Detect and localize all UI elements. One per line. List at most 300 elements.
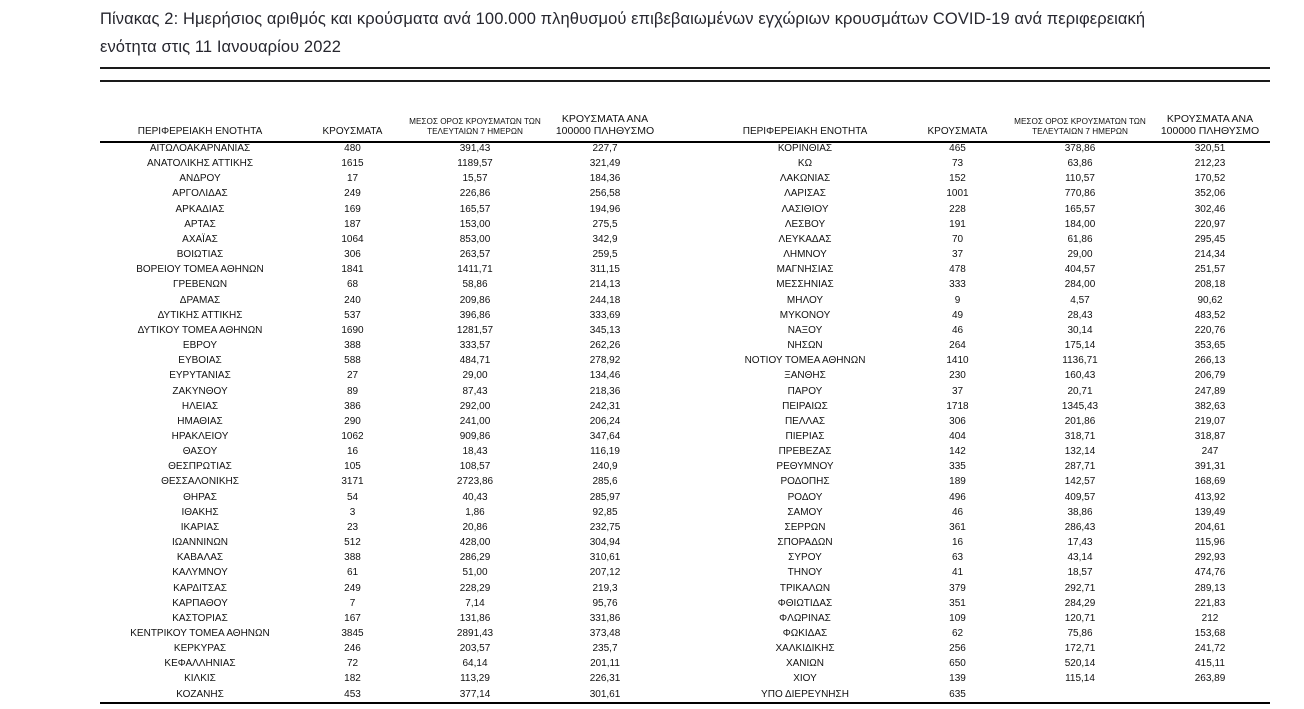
cell-cases: 89 bbox=[346, 385, 359, 397]
cell-cases: 61 bbox=[346, 567, 359, 579]
cell-per100k: 227,7 bbox=[592, 143, 618, 154]
cell-avg7days: 108,57 bbox=[459, 461, 491, 473]
cell-cases: 9 bbox=[954, 294, 961, 306]
cell-avg7days: 396,86 bbox=[459, 309, 491, 321]
cell-per100k: 244,18 bbox=[589, 294, 621, 306]
column-header: ΜΕΣΟΣ ΟΡΟΣ ΚΡΟΥΣΜΑΤΩΝ ΤΩΝ ΤΕΛΕΥΤΑΙΩΝ 7 ΗΜΕΡΩΝ bbox=[1014, 117, 1146, 136]
table-row bbox=[100, 293, 665, 308]
cell-per100k: 212,23 bbox=[1194, 158, 1226, 170]
cell-per100k: 353,65 bbox=[1194, 340, 1226, 352]
cell-per100k: 139,49 bbox=[1194, 506, 1226, 518]
table-row bbox=[705, 490, 1270, 505]
cell-region: ΦΩΚΙΔΑΣ bbox=[782, 628, 828, 639]
cell-avg7days: 287,71 bbox=[1064, 461, 1096, 473]
cell-per100k: 311,15 bbox=[590, 264, 620, 276]
cell-per100k: 345,13 bbox=[589, 324, 621, 336]
cell-avg7days: 520,14 bbox=[1064, 658, 1096, 670]
cell-avg7days: 409,57 bbox=[1064, 491, 1096, 503]
cell-per100k: 382,63 bbox=[1194, 400, 1226, 412]
divider-line-thick bbox=[100, 80, 1270, 83]
table-row bbox=[705, 186, 1270, 201]
cell-region: ΣΥΡΟΥ bbox=[788, 552, 822, 564]
cell-avg7days: 115,14 bbox=[1065, 673, 1095, 685]
cell-region: ΣΑΜΟΥ bbox=[787, 506, 823, 518]
table-row bbox=[100, 384, 665, 399]
cell-per100k: 331,86 bbox=[589, 612, 621, 624]
cell-avg7days: 228,29 bbox=[459, 582, 491, 594]
cell-per100k: 302,46 bbox=[1194, 203, 1226, 215]
cell-per100k: 342,9 bbox=[592, 233, 618, 245]
cell-per100k: 292,93 bbox=[1194, 552, 1226, 564]
cell-per100k: 247,89 bbox=[1194, 385, 1226, 397]
cell-avg7days: 1345,43 bbox=[1061, 400, 1099, 412]
cell-per100k: 214,13 bbox=[589, 279, 621, 291]
table-row bbox=[100, 474, 665, 489]
cell-region: ΚΕΦΑΛΛΗΝΙΑΣ bbox=[164, 658, 236, 670]
cell-avg7days: 391,43 bbox=[459, 143, 491, 154]
cell-cases: 240 bbox=[344, 294, 361, 306]
cell-region: ΝΟΤΙΟΥ ΤΟΜΕΑ ΑΘΗΝΩΝ bbox=[744, 355, 866, 367]
cell-cases: 333 bbox=[949, 279, 966, 291]
cell-avg7days: 241,00 bbox=[459, 415, 491, 427]
table-row bbox=[705, 414, 1270, 429]
table-row bbox=[100, 687, 665, 702]
cell-cases: 167 bbox=[344, 612, 361, 624]
cell-region: ΚΩ bbox=[797, 158, 813, 170]
cell-per100k: 115,96 bbox=[1195, 537, 1225, 549]
cell-per100k: 318,87 bbox=[1194, 430, 1226, 442]
cell-cases: 191 bbox=[949, 218, 966, 230]
cell-avg7days: 4,57 bbox=[1070, 294, 1090, 306]
cell-avg7days: 110,57 bbox=[1065, 173, 1095, 185]
cell-per100k: 153,68 bbox=[1194, 628, 1226, 639]
cell-avg7days: 909,86 bbox=[459, 430, 491, 442]
table-row bbox=[100, 490, 665, 505]
table-row bbox=[100, 141, 665, 156]
cell-cases: 361 bbox=[949, 521, 966, 533]
cell-region: ΜΑΓΝΗΣΙΑΣ bbox=[776, 264, 834, 276]
cell-cases: 23 bbox=[346, 521, 359, 533]
cell-per100k: 219,07 bbox=[1194, 415, 1226, 427]
cell-avg7days: 263,57 bbox=[459, 249, 491, 261]
cell-avg7days: 226,86 bbox=[459, 188, 491, 200]
regional-table-left bbox=[100, 103, 665, 702]
table-row bbox=[705, 459, 1270, 474]
cell-region: ΚΟΡΙΝΘΙΑΣ bbox=[777, 143, 833, 154]
cell-per100k: 240,9 bbox=[592, 461, 618, 473]
cell-per100k: 266,13 bbox=[1194, 355, 1226, 367]
cell-avg7days: 30,14 bbox=[1067, 324, 1093, 336]
cell-per100k: 95,76 bbox=[592, 597, 618, 609]
cell-avg7days: 284,29 bbox=[1064, 597, 1096, 609]
cell-avg7days: 131,86 bbox=[459, 612, 491, 624]
cell-cases: 228 bbox=[949, 203, 966, 215]
table-row bbox=[705, 217, 1270, 232]
cell-cases: 588 bbox=[344, 355, 361, 367]
cell-region: ΕΒΡΟΥ bbox=[182, 340, 218, 352]
cell-avg7days: 286,29 bbox=[459, 552, 491, 564]
cell-cases: 453 bbox=[344, 688, 361, 700]
cell-region: ΗΜΑΘΙΑΣ bbox=[177, 415, 223, 427]
cell-region: ΤΗΝΟΥ bbox=[787, 567, 823, 579]
table-row bbox=[705, 141, 1270, 156]
cell-region: ΔΥΤΙΚΗΣ ΑΤΤΙΚΗΣ bbox=[157, 309, 243, 321]
cell-per100k: 413,92 bbox=[1194, 491, 1226, 503]
cell-cases: 249 bbox=[344, 582, 361, 594]
cell-cases: 105 bbox=[344, 461, 361, 473]
cell-region: ΑΧΑΪΑΣ bbox=[182, 233, 218, 245]
cell-cases: 37 bbox=[951, 385, 964, 397]
cell-per100k: 285,6 bbox=[592, 476, 618, 488]
cell-per100k: 251,57 bbox=[1194, 264, 1226, 276]
column-header: ΚΡΟΥΣΜΑΤΑ bbox=[322, 126, 383, 137]
cell-avg7days: 333,57 bbox=[459, 340, 491, 352]
cell-region: ΠΕΙΡΑΙΩΣ bbox=[782, 400, 828, 412]
cell-region: ΚΕΡΚΥΡΑΣ bbox=[173, 643, 227, 655]
cell-region: ΚΕΝΤΡΙΚΟΥ ΤΟΜΕΑ ΑΘΗΝΩΝ bbox=[130, 628, 270, 639]
table-row bbox=[100, 550, 665, 565]
column-header: ΚΡΟΥΣΜΑΤΑ ΑΝΑ 100000 ΠΛΗΘΥΣΜΟ bbox=[1160, 113, 1260, 137]
cell-per100k: 204,61 bbox=[1194, 521, 1226, 533]
cell-per100k: 221,83 bbox=[1194, 597, 1226, 609]
cell-cases: 1064 bbox=[341, 233, 364, 245]
cell-region: ΡΕΘΥΜΝΟΥ bbox=[776, 461, 834, 473]
cell-per100k: 333,69 bbox=[589, 309, 621, 321]
cell-per100k: 226,31 bbox=[589, 673, 621, 685]
cell-per100k: 304,94 bbox=[589, 537, 621, 549]
cell-region: ΕΥΡΥΤΑΝΙΑΣ bbox=[169, 370, 231, 382]
cell-region: ΚΙΛΚΙΣ bbox=[184, 673, 216, 685]
cell-region: ΠΑΡΟΥ bbox=[787, 385, 823, 397]
table-row bbox=[705, 520, 1270, 535]
table-body bbox=[100, 141, 665, 702]
table-row bbox=[705, 641, 1270, 656]
cell-avg7days: 292,00 bbox=[459, 400, 491, 412]
table-row bbox=[100, 656, 665, 671]
cell-avg7days: 770,86 bbox=[1064, 188, 1096, 200]
cell-region: ΙΩΑΝΝΙΝΩΝ bbox=[171, 537, 229, 549]
cell-region: ΘΕΣΠΡΩΤΙΑΣ bbox=[168, 461, 232, 473]
cell-region: ΚΑΛΥΜΝΟΥ bbox=[172, 567, 228, 579]
cell-per100k: 206,79 bbox=[1194, 370, 1226, 382]
cell-avg7days: 1411,71 bbox=[457, 264, 493, 276]
cell-region: ΛΑΡΙΣΑΣ bbox=[784, 188, 826, 200]
cell-cases: 1615 bbox=[341, 158, 364, 170]
column-header: ΜΕΣΟΣ ΟΡΟΣ ΚΡΟΥΣΜΑΤΩΝ ΤΩΝ ΤΕΛΕΥΤΑΙΩΝ 7 ΗΜΕΡΩΝ bbox=[409, 117, 541, 136]
cell-per100k: 275,5 bbox=[592, 218, 618, 230]
cell-cases: 17 bbox=[346, 173, 359, 185]
table-body bbox=[705, 141, 1270, 702]
table-row bbox=[705, 323, 1270, 338]
table-row bbox=[705, 550, 1270, 565]
cell-avg7days: 7,14 bbox=[465, 597, 485, 609]
cell-cases: 16 bbox=[346, 446, 359, 458]
table-row bbox=[100, 505, 665, 520]
table-row bbox=[705, 565, 1270, 580]
cell-cases: 3171 bbox=[341, 476, 364, 488]
cell-per100k: 278,92 bbox=[589, 355, 621, 367]
cell-region: ΗΡΑΚΛΕΙΟΥ bbox=[171, 430, 229, 442]
cell-region: ΖΑΚΥΝΘΟΥ bbox=[172, 385, 228, 397]
cell-region: ΤΡΙΚΑΛΩΝ bbox=[779, 582, 831, 594]
table-row bbox=[705, 353, 1270, 368]
cell-avg7days: 165,57 bbox=[1064, 203, 1096, 215]
cell-avg7days: 165,57 bbox=[459, 203, 491, 215]
table-row bbox=[100, 520, 665, 535]
cell-avg7days: 17,43 bbox=[1067, 537, 1093, 549]
table-header bbox=[100, 103, 665, 141]
table-row bbox=[705, 171, 1270, 186]
cell-avg7days: 40,43 bbox=[462, 491, 488, 503]
cell-cases: 187 bbox=[344, 218, 361, 230]
cell-per100k: 320,51 bbox=[1194, 143, 1226, 154]
cell-per100k: 170,52 bbox=[1194, 173, 1226, 185]
cell-cases: 37 bbox=[951, 249, 964, 261]
table-row bbox=[100, 429, 665, 444]
cell-cases: 249 bbox=[344, 188, 361, 200]
header-row bbox=[100, 103, 665, 141]
cell-avg7days: 20,86 bbox=[462, 521, 488, 533]
cell-per100k: 415,11 bbox=[1195, 658, 1225, 670]
cell-cases: 480 bbox=[344, 143, 361, 154]
table-row bbox=[100, 581, 665, 596]
table-bottom-line bbox=[100, 702, 1270, 705]
table-row bbox=[705, 308, 1270, 323]
table-row bbox=[705, 474, 1270, 489]
cell-avg7days: 377,14 bbox=[459, 688, 491, 700]
cell-region: ΚΟΖΑΝΗΣ bbox=[176, 688, 224, 700]
table-row bbox=[705, 368, 1270, 383]
cell-cases: 139 bbox=[949, 673, 966, 685]
cell-cases: 3845 bbox=[341, 628, 364, 639]
cell-per100k: 263,89 bbox=[1194, 673, 1226, 685]
cell-region: ΑΝΔΡΟΥ bbox=[179, 173, 221, 185]
cell-region: ΚΑΡΔΙΤΣΑΣ bbox=[173, 582, 227, 594]
cell-cases: 68 bbox=[346, 279, 359, 291]
column-header: ΚΡΟΥΣΜΑΤΑ ΑΝΑ 100000 ΠΛΗΘΥΣΜΟ bbox=[555, 113, 655, 137]
cell-cases: 1718 bbox=[946, 400, 969, 412]
cell-per100k: 201,11 bbox=[590, 658, 620, 670]
header-underline bbox=[100, 141, 1270, 143]
cell-avg7days: 318,71 bbox=[1064, 430, 1096, 442]
cell-per100k: 259,5 bbox=[592, 249, 618, 261]
cell-per100k: 207,12 bbox=[589, 567, 621, 579]
cell-cases: 7 bbox=[349, 597, 356, 609]
table-row bbox=[100, 414, 665, 429]
cell-region: ΣΠΟΡΑΔΩΝ bbox=[777, 537, 833, 549]
cell-region: ΙΘΑΚΗΣ bbox=[181, 506, 219, 518]
cell-per100k: 90,62 bbox=[1197, 294, 1223, 306]
table-row bbox=[705, 384, 1270, 399]
cell-region: ΛΕΣΒΟΥ bbox=[784, 218, 826, 230]
table-row bbox=[705, 581, 1270, 596]
cell-avg7days: 113,29 bbox=[460, 673, 490, 685]
cell-per100k: 347,64 bbox=[589, 430, 621, 442]
cell-per100k: 301,61 bbox=[589, 688, 621, 700]
cell-cases: 1690 bbox=[341, 324, 364, 336]
cell-region: ΙΚΑΡΙΑΣ bbox=[180, 521, 220, 533]
cell-per100k: 373,48 bbox=[589, 628, 621, 639]
cell-cases: 49 bbox=[951, 309, 964, 321]
cell-cases: 46 bbox=[951, 324, 964, 336]
table-row bbox=[705, 611, 1270, 626]
table-row bbox=[705, 247, 1270, 262]
cell-avg7days: 484,71 bbox=[459, 355, 491, 367]
cell-cases: 41 bbox=[951, 567, 964, 579]
cell-cases: 379 bbox=[949, 582, 966, 594]
cell-cases: 1841 bbox=[341, 264, 364, 276]
cell-avg7days: 2723,86 bbox=[456, 476, 494, 488]
table-row bbox=[100, 399, 665, 414]
cell-per100k: 391,31 bbox=[1194, 461, 1226, 473]
cell-per100k: 235,7 bbox=[592, 643, 618, 655]
cell-per100k: 212 bbox=[1201, 612, 1219, 624]
table-row bbox=[100, 202, 665, 217]
cell-region: ΠΕΛΛΑΣ bbox=[784, 415, 826, 427]
cell-region: ΚΑΣΤΟΡΙΑΣ bbox=[172, 612, 228, 624]
cell-region: ΘΑΣΟΥ bbox=[182, 446, 218, 458]
cell-region: ΑΝΑΤΟΛΙΚΗΣ ΑΤΤΙΚΗΣ bbox=[146, 158, 254, 170]
cell-per100k: 310,61 bbox=[589, 552, 621, 564]
cell-cases: 404 bbox=[949, 430, 966, 442]
cell-cases: 46 bbox=[951, 506, 964, 518]
tables-container bbox=[100, 103, 1270, 702]
cell-per100k: 295,45 bbox=[1194, 233, 1226, 245]
cell-cases: 1062 bbox=[341, 430, 364, 442]
cell-region: ΜΥΚΟΝΟΥ bbox=[779, 309, 831, 321]
cell-region: ΛΑΚΩΝΙΑΣ bbox=[779, 173, 831, 185]
cell-cases: 63 bbox=[951, 552, 964, 564]
table-row bbox=[705, 626, 1270, 641]
cell-cases: 256 bbox=[949, 643, 966, 655]
cell-cases: 388 bbox=[344, 340, 361, 352]
table-row bbox=[705, 399, 1270, 414]
table-row bbox=[100, 596, 665, 611]
cell-cases: 246 bbox=[344, 643, 361, 655]
cell-avg7days: 1189,57 bbox=[457, 158, 493, 170]
cell-avg7days: 29,00 bbox=[462, 370, 488, 382]
cell-per100k: 92,85 bbox=[592, 506, 618, 518]
cell-region: ΡΟΔΟΥ bbox=[787, 491, 823, 503]
cell-avg7days: 160,43 bbox=[1064, 370, 1096, 382]
cell-avg7days: 142,57 bbox=[1064, 476, 1096, 488]
cell-avg7days: 201,86 bbox=[1064, 415, 1096, 427]
cell-region: ΦΛΩΡΙΝΑΣ bbox=[779, 612, 831, 624]
cell-per100k: 241,72 bbox=[1194, 643, 1226, 655]
cell-cases: 27 bbox=[346, 370, 359, 382]
table-row bbox=[100, 186, 665, 201]
cell-avg7days: 203,57 bbox=[459, 643, 491, 655]
table-row bbox=[100, 641, 665, 656]
table-row bbox=[100, 444, 665, 459]
table-caption-line1: Πίνακας 2: Ημερήσιος αριθμός και κρούσματα ανά 100.000 πληθυσμού επιβεβαιωμένων εγχώριων κρουσμάτων COVID-19 ανά περιφερειακή bbox=[100, 10, 1146, 28]
cell-cases: 73 bbox=[951, 158, 964, 170]
cell-avg7days: 43,14 bbox=[1067, 552, 1093, 564]
cell-region: ΜΗΛΟΥ bbox=[786, 294, 824, 306]
cell-cases: 306 bbox=[344, 249, 361, 261]
table-row bbox=[705, 232, 1270, 247]
cell-per100k: 208,18 bbox=[1194, 279, 1226, 291]
cell-per100k: 285,97 bbox=[589, 491, 621, 503]
cell-cases: 635 bbox=[949, 688, 966, 700]
cell-cases: 306 bbox=[949, 415, 966, 427]
table-row bbox=[705, 687, 1270, 702]
cell-avg7days: 61,86 bbox=[1067, 233, 1093, 245]
cell-region: ΞΑΝΘΗΣ bbox=[784, 370, 826, 382]
cell-cases: 335 bbox=[949, 461, 966, 473]
cell-cases: 465 bbox=[949, 143, 966, 154]
header-row bbox=[705, 103, 1270, 141]
cell-per100k: 321,49 bbox=[589, 158, 621, 170]
cell-region: ΑΡΤΑΣ bbox=[184, 218, 216, 230]
cell-region: ΓΡΕΒΕΝΩΝ bbox=[172, 279, 228, 291]
cell-per100k: 242,31 bbox=[589, 400, 621, 412]
table-row bbox=[100, 565, 665, 580]
table-row bbox=[100, 626, 665, 641]
table-row bbox=[100, 156, 665, 171]
cell-cases: 230 bbox=[949, 370, 966, 382]
cell-per100k: 168,69 bbox=[1194, 476, 1226, 488]
cell-per100k: 262,26 bbox=[589, 340, 621, 352]
cell-cases: 388 bbox=[344, 552, 361, 564]
column-header: ΚΡΟΥΣΜΑΤΑ bbox=[927, 126, 988, 137]
cell-avg7days: 175,14 bbox=[1064, 340, 1096, 352]
cell-per100k: 289,13 bbox=[1194, 582, 1226, 594]
table-row bbox=[705, 202, 1270, 217]
cell-cases: 512 bbox=[344, 537, 361, 549]
cell-cases: 1001 bbox=[946, 188, 969, 200]
cell-avg7days: 18,57 bbox=[1067, 567, 1093, 579]
cell-region: ΚΑΒΑΛΑΣ bbox=[176, 552, 224, 564]
cell-avg7days bbox=[1010, 687, 1150, 702]
cell-region: ΠΙΕΡΙΑΣ bbox=[785, 430, 825, 442]
cell-cases: 72 bbox=[346, 658, 359, 670]
cell-region: ΑΡΚΑΔΙΑΣ bbox=[175, 203, 225, 215]
cell-avg7days: 120,71 bbox=[1064, 612, 1096, 624]
table-row bbox=[100, 338, 665, 353]
table-row bbox=[705, 656, 1270, 671]
table-row bbox=[100, 171, 665, 186]
cell-avg7days: 64,14 bbox=[462, 658, 488, 670]
cell-per100k: 184,36 bbox=[589, 173, 621, 185]
cell-avg7days: 153,00 bbox=[459, 218, 491, 230]
table-row bbox=[100, 277, 665, 292]
table-row bbox=[100, 353, 665, 368]
cell-region: ΒΟΙΩΤΙΑΣ bbox=[176, 249, 224, 261]
table-row bbox=[100, 611, 665, 626]
cell-avg7days: 63,86 bbox=[1067, 158, 1093, 170]
cell-avg7days: 284,00 bbox=[1064, 279, 1096, 291]
cell-region: ΘΕΣΣΑΛΟΝΙΚΗΣ bbox=[161, 476, 239, 488]
cell-cases: 54 bbox=[346, 491, 359, 503]
cell-region: ΘΗΡΑΣ bbox=[183, 491, 217, 503]
cell-avg7days: 172,71 bbox=[1064, 643, 1096, 655]
cell-avg7days: 87,43 bbox=[462, 385, 488, 397]
cell-avg7days: 18,43 bbox=[462, 446, 488, 458]
cell-avg7days: 58,86 bbox=[462, 279, 488, 291]
cell-per100k: 247 bbox=[1201, 446, 1219, 458]
cell-per100k: 483,52 bbox=[1194, 309, 1226, 321]
cell-region: ΒΟΡΕΙΟΥ ΤΟΜΕΑ ΑΘΗΝΩΝ bbox=[136, 264, 264, 276]
table-row bbox=[100, 217, 665, 232]
table-row bbox=[705, 429, 1270, 444]
cell-cases: 109 bbox=[949, 612, 966, 624]
cell-per100k: 220,76 bbox=[1194, 324, 1226, 336]
cell-avg7days: 38,86 bbox=[1067, 506, 1093, 518]
cell-per100k: 220,97 bbox=[1194, 218, 1226, 230]
column-header: ΠΕΡΙΦΕΡΕΙΑΚΗ ΕΝΟΤΗΤΑ bbox=[137, 126, 263, 137]
cell-avg7days: 28,43 bbox=[1067, 309, 1093, 321]
